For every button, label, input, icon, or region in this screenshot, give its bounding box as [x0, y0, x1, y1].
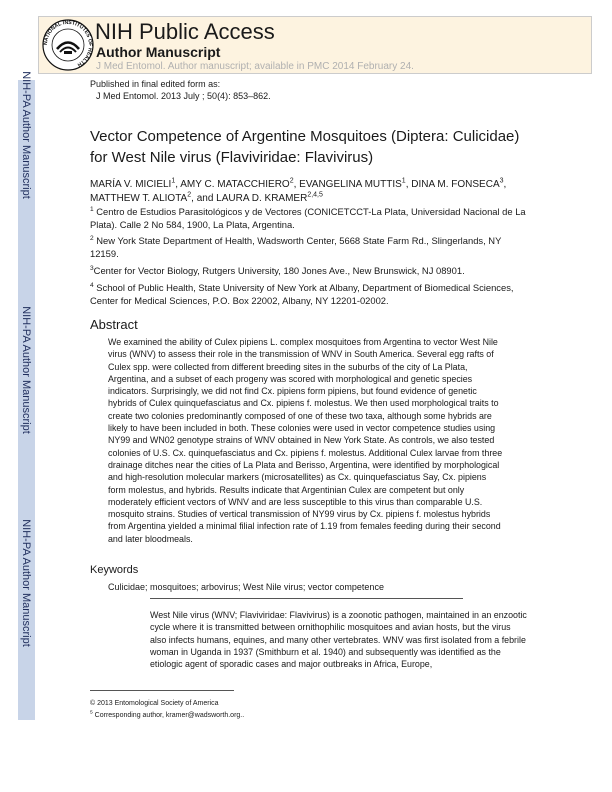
keywords-body: Culicidae; mosquitoes; arbovirus; West Nile virus; vector competence — [108, 582, 384, 592]
publication-info — [90, 78, 271, 102]
author: LAURA D. KRAMER$^{2,4,5}$ — [216, 191, 323, 204]
publication-line-1: Published in final edited form as: — [90, 79, 221, 89]
nih-header — [38, 16, 592, 74]
publication-line-2: J Med Entomol. 2013 July ; 50(4): 853–862. — [96, 91, 271, 101]
affiliation-4: $^4$ School of Public Health, State University of New York at Albany, Department of Biomedical Sciences, Center for Medical Sciences, P.O. Box 22002, Albany, NY 12201-02002. — [90, 281, 514, 306]
affiliation-2: $^2$ New York State Department of Health, Wadsworth Center, 5668 State Farm Rd., Slingerlands, NY 12159. — [90, 234, 502, 259]
header-citation: J Med Entomol. Author manuscript; available in PMC 2014 February 24. — [96, 61, 414, 72]
footnote-divider — [90, 690, 234, 691]
author: MARÍA V. MICIELI$^1$, — [90, 177, 181, 190]
author: DINA M. FONSECA$^3$, — [411, 177, 507, 190]
abstract-heading: Abstract — [90, 317, 138, 332]
abstract-body: We examined the ability of Culex pipiens L. complex mosquitoes from Argentina to vector West Nile virus (WNV) to assess their role in the transmission of WNV in South America. Several egg rafts of Culex spp. were collected from different breeding sites in the suburbs of the city of La Plata, Argentina, and a subset of each progeny was scored with morphological and genetic species indicators. Surprisingly, we did not find Cx. pipiens form pipiens, but found evidence of genetic hybrids of Culex quinquefasciatus and Cx. pipiens f. molestus. We then used morphological traits to create two colonies predominantly composed of one of these two taxa, although some hybrids are likely to have been included in both. These colonies were used in vector competence studies using NY99 and WN02 genotype strains of WNV obtained in New York State. As controls, we also tested colonies of U.S. Cx. quinquefasciatus and Cx. pipiens f. molestus. Additional Culex larvae from three drainage ditches near the cities of La Plata and Berisso, Argentina, were identified by morphological and high-resolution molecular markers (microsatellites) as Cx. quinquefasciatus Say, Cx. pipiens form molestus, and hybrids. Results indicate that Argentinian Culex are competent but only moderately efficient vectors of WNV and are less susceptible to this virus than comparable U.S. mosquito strains. Studies of vertical transmission of NY99 virus by Cx. pipiens f. molestus hybrids from Argentina yielded a minimal filial infection rate of 1.19 from females feeding during their second and later bloodmeals. — [108, 337, 503, 544]
header-subtitle: Author Manuscript — [96, 44, 221, 60]
author: EVANGELINA MUTTIS$^1$, — [299, 177, 412, 190]
affiliation-1: $^1$ Centro de Estudios Parasitológicos y de Vectores (CONICETCCT-La Plata, Universidad Nacional de La Plata). Calle 2 No 584, 1900, La Plata, Argentina. — [90, 205, 526, 230]
svg-text:NATIONAL INSTITUTES OF HEALTH: NATIONAL INSTITUTES OF HEALTH — [42, 19, 94, 68]
copyright-footnote: © 2013 Entomological Society of America — [90, 700, 219, 707]
intro-paragraph: West Nile virus (WNV; Flaviviridae: Flavivirus) is a zoonotic pathogen, maintained in an enzootic cycle where it is transmitted between ornithophilic mosquitoes and avian hosts, but the virus also infects humans, equines, and many other vertebrates. WNV was first isolated from a febrile woman in Uganda in 1937 (Smithburn et al. 1940) and subsequently was identified as the etiologic agent of sporadic cases and major outbreaks in Africa, Europe, — [150, 610, 527, 670]
header-title: NIH Public Access — [95, 19, 275, 44]
author: AMY C. MATACCHIERO$^2$, — [180, 177, 300, 190]
corresponding-author-footnote: $^5$ Corresponding author, kramer@wadsworth.org.. — [90, 710, 245, 719]
nih-seal-logo — [41, 18, 95, 72]
article-title: Vector Competence of Argentine Mosquitoes (Diptera: Culicidae) for West Nile virus (Flaviviridae: Flavivirus) — [90, 128, 520, 166]
author-list — [90, 178, 530, 206]
section-divider — [150, 598, 463, 599]
affiliation-3: $^3$Center for Vector Biology, Rutgers University, 180 Jones Ave., New Brunswick, NJ 08901. — [90, 264, 465, 276]
keywords-heading: Keywords — [90, 564, 139, 576]
author: MATTHEW T. ALIOTA$^2$, and — [90, 191, 217, 204]
